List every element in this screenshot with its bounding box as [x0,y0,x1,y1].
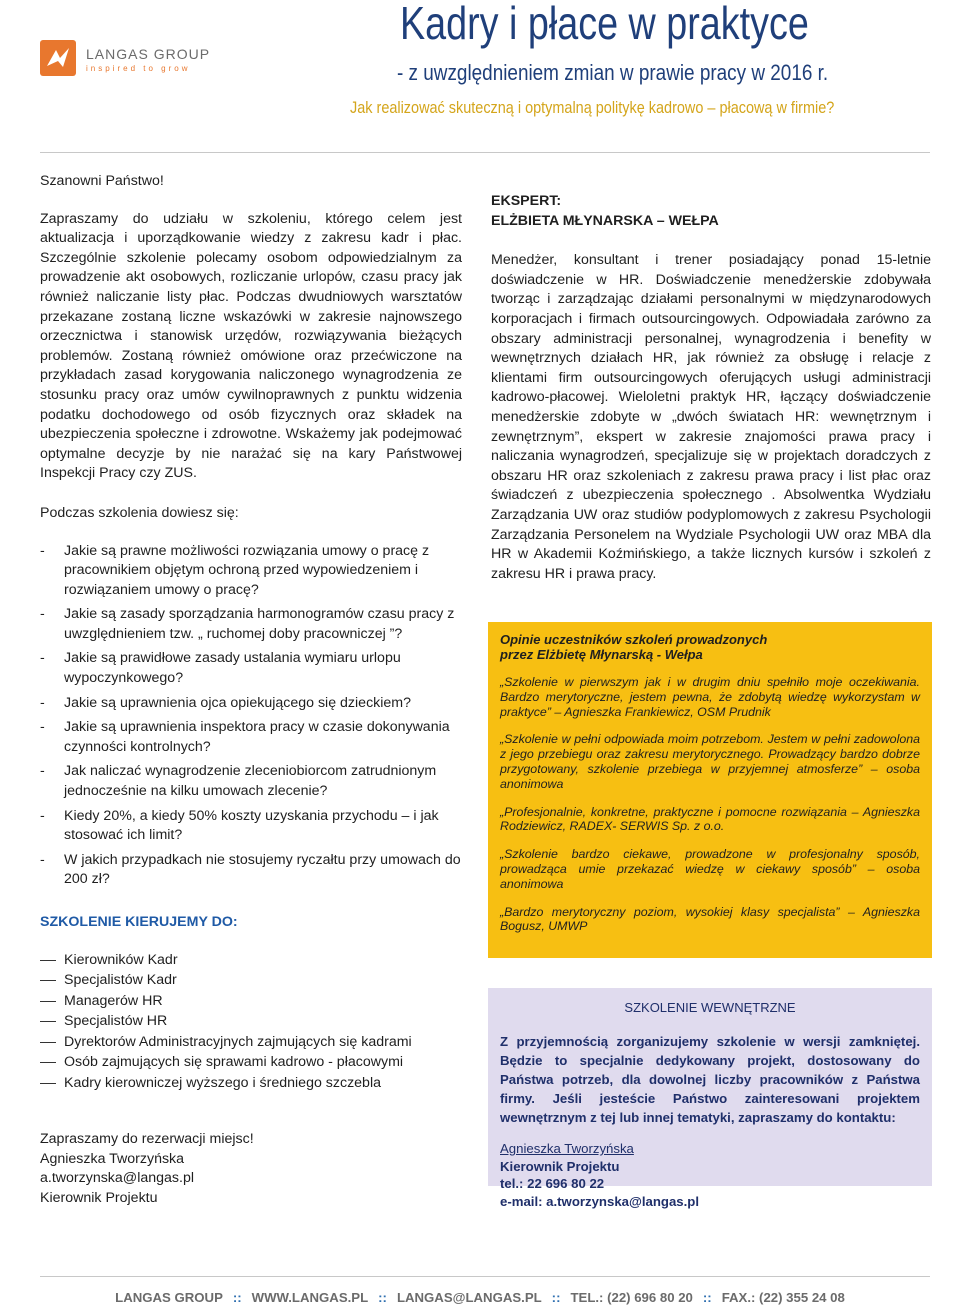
learn-heading: Podczas szkolenia dowiesz się: [40,504,239,521]
opinion-item: „Profesjonalnie, konkretne, praktyczne i pomocne rozwiązania – Agnieszka Rodziewicz, RADEX- SERWIS Sp. z o.o. [500,804,920,834]
reservation-invite: Zapraszamy do rezerwacji miejsc! [40,1131,254,1148]
inhouse-contact-role: Kierownik Projektu [500,1158,620,1174]
dash-bullet: - [40,719,45,736]
footer-company: LANGAS GROUP [115,1290,223,1305]
inhouse-contact-tel: tel.: 22 696 80 22 [500,1176,605,1191]
list-item: - Jak naliczać wynagrodzenie zleceniobiorcom zatrudnionym jednocześnie na kilku umowach zlecenie? [40,763,437,800]
list-item: - Jakie są prawidłowe zasady ustalania wymiaru urlopu wypoczynkowego? [40,650,401,687]
opinions-box [488,622,932,958]
list-item: Specjalistów Kadr [40,971,462,992]
opinions-title-1: Opinie uczestników szkoleń prowadzonych [500,632,768,647]
dash-bullet: - [40,763,45,780]
dash-bullet: - [40,694,45,711]
list-item: Osób zajmujących się sprawami kadrowo - płacowymi [40,1053,462,1074]
opinion-item: „Szkolenie w pełni odpowiada moim potrzebom. Jestem w pełni zadowolona z jego przebiegu oraz zakresu merytorycznego. Prowadzący bardzo dobrze przygotowany, szkolenie przebiega w przyjemnej atmosferze” – osoba anonimowa [500,732,920,791]
page-subtitle: - z uwzględnieniem zmian w prawie pracy w 2016 r. [397,60,829,85]
dash-bullet: - [40,807,45,824]
header-divider [40,152,930,153]
footer-fax: FAX.: (22) 355 24 08 [721,1290,845,1305]
opinion-item: „Szkolenie w pierwszym jak i w drugim dniu spełniło moje oczekiwania. Bardzo merytoryczne, jestem pewna, że zdobytą wiedzę wykorzystam w praktyce” – Agnieszka Frankiewicz, OSM Prudnik [500,675,920,719]
expert-bio: Menedżer, konsultant i trener posiadający ponad 15-letnie doświadczenie w HR. Doświadczenie menedżerskie zdobywała tworząc i zarządzając działami personalnymi w międzynarodowych korporacjach i firmach outsourcingowych. Odpowiadała zarówno za obszary administracji personalnej, wynagrodzenia i benefity w wewnętrznych działach HR, jak również za obsługę i relacje z klientami firm outsourcingowych oferujących usługi administracji kadrowo-płacowej. Wieloletni praktyk HR, łączący doświadczenie menedżerskie zdobyte w „dwóch światach HR: wewnętrznym i zewnętrznym”, ekspert w zakresie znajomości prawa pracy i naliczania wynagrodzeń, specjalizuje się w projektach doradczych z obszaru HR oraz szkoleniach z zakresu prawa pracy i list płac oraz świadczeń z ubezpieczenia społecznego . Absolwentka Wydziału Zarządzania UW oraz studiów podyplomowych z zakresu Psychologii Zarządzania Personelem na Wydziale Psychologii UW oraz MBA dla HR w Akademii Koźmińskiego, a także licznych kursów i szkoleń z zakresu HR i prawa pracy. [491,252,931,582]
inhouse-contact-email[interactable]: e-mail: a.tworzynska@langas.pl [500,1193,700,1209]
list-item: Dyrektorów Administracyjnych zajmujących się kadrami [40,1033,462,1054]
learn-list [40,542,462,891]
dash-bullet: - [40,542,45,559]
contact-name: Agnieszka Tworzyńska [40,1150,185,1167]
page-title: Kadry i płace w praktyce [400,0,809,49]
list-item: - Jakie są uprawnienia ojca opiekującego się dzieckiem? [40,694,462,714]
footer: LANGAS GROUP :: WWW.LANGAS.PL :: LANGAS@LANGAS.PL :: TEL.: (22) 696 80 20 :: FAX.: (22) 355 24 08 [115,1290,845,1305]
page-tagline: Jak realizować skuteczną i optymalną politykę kadrowo – płacową w firmie? [350,98,835,117]
list-item: - Jakie są zasady sporządzania harmonogramów czasu pracy z uwzględnieniem tzw. „ ruchomej doby pracowniczej ”? [40,606,455,642]
footer-website[interactable]: WWW.LANGAS.PL [251,1290,369,1305]
inhouse-title: SZKOLENIE WEWNĘTRZNE [624,1000,796,1015]
dash-bullet: - [40,851,45,868]
audience-list [40,951,462,1095]
left-column [40,172,462,1208]
inhouse-contact [500,1140,920,1210]
list-item: Managerów HR [40,992,462,1013]
logo-name: LANGAS GROUP [86,46,211,62]
langas-logo [40,40,211,80]
expert-label: EKSPERT: [491,193,562,209]
opinion-item: „Szkolenie bardzo ciekawe, prowadzone w profesjonalny sposób, prowadząca umie przekazać wiedzę w ciekawy sposób” – osoba anonimowa [500,847,920,891]
logo-tagline: inspired to grow [86,64,191,73]
list-item: - W jakich przypadkach nie stosujemy ryczałtu przy umowach do 200 zł? [40,851,461,888]
greeting: Szanowni Państwo! [40,173,164,189]
list-item: Kadry kierowniczej wyższego i średniego szczebla [40,1074,462,1095]
list-item: - Jakie są prawne możliwości rozwiązania umowy o pracę z pracownikiem objętym ochroną przed wypowiedzeniem i rozwiązaniem umowy o pracę? [40,542,430,598]
expert-name: ELŻBIETA MŁYNARSKA – WEŁPA [491,212,719,229]
dash-bullet: - [40,650,45,667]
list-item: - Kiedy 20%, a kiedy 50% koszty uzyskania przychodu – i jak stosować ich limit? [40,807,439,844]
intro-paragraph: Zapraszamy do udziału w szkoleniu, którego celem jest aktualizacja i uporządkowanie wiedzy z zakresu kadr i płac. Szczególnie szkolenie polecamy osobom odpowiedzialnym za prowadzenie akt osobowych, rozliczanie urlopów, czasu pracy jak również naliczanie listy płac. Podczas dwudniowych warsztatów przekazane zostaną liczne wskazówki w zakresie najnowszego orzecznictwa i stanowisk urzędów, rozwiązywania bieżących problemów. Zostaną również omówione oraz przećwiczone na przykładach zasad korygowania naliczonego wynagrodzenia ze stosunku pracy oraz umów cywilnoprawnych z punktu widzenia podatku dochodowego od osób fizycznych oraz składek na ubezpieczenia społeczne i zdrowotne. Wskażemy jak podejmować optymalne decyzje by nie narażać się na kary Państwowej Inspekcji Pracy czy ZUS. [40,210,462,482]
list-item: Specjalistów HR [40,1012,462,1033]
logo-bird-icon [40,40,76,76]
dash-bullet: - [40,606,45,623]
audience-heading: SZKOLENIE KIERUJEMY DO: [40,914,238,930]
contact-role: Kierownik Projektu [40,1189,158,1206]
inhouse-training-box [488,988,932,1209]
list-item: Kierowników Kadr [40,951,462,972]
footer-email[interactable]: LANGAS@LANGAS.PL [396,1290,542,1305]
opinion-item: „Bardzo merytoryczny poziom, wysokiej klasy specjalista” – Agnieszka Bogusz, UMWP [500,904,920,934]
footer-divider [40,1276,930,1277]
inhouse-contact-name[interactable]: Agnieszka Tworzyńska [500,1141,634,1156]
footer-tel: TEL.: (22) 696 80 20 [570,1290,693,1305]
list-item: - Jakie są uprawnienia inspektora pracy w czasie dokonywania czynności kontrolnych? [40,719,450,755]
expert-section [491,192,931,584]
contact-email[interactable]: a.tworzynska@langas.pl [40,1170,194,1187]
inhouse-body: Z przyjemnością zorganizujemy szkolenie w wersji zamkniętej. Będzie to specjalnie dedykowany projekt, dostosowany do Państwa potrzeb, dla dowolnej liczby pracowników z Państwa firmy. Jeśli jesteście Państwo zainteresowani projektem wewnętrznym z tej lub innej tematyki, zapraszamy do kontaktu: [500,1034,920,1125]
opinions-title-2: przez Elżbietę Młynarską - Wełpa [500,647,703,662]
